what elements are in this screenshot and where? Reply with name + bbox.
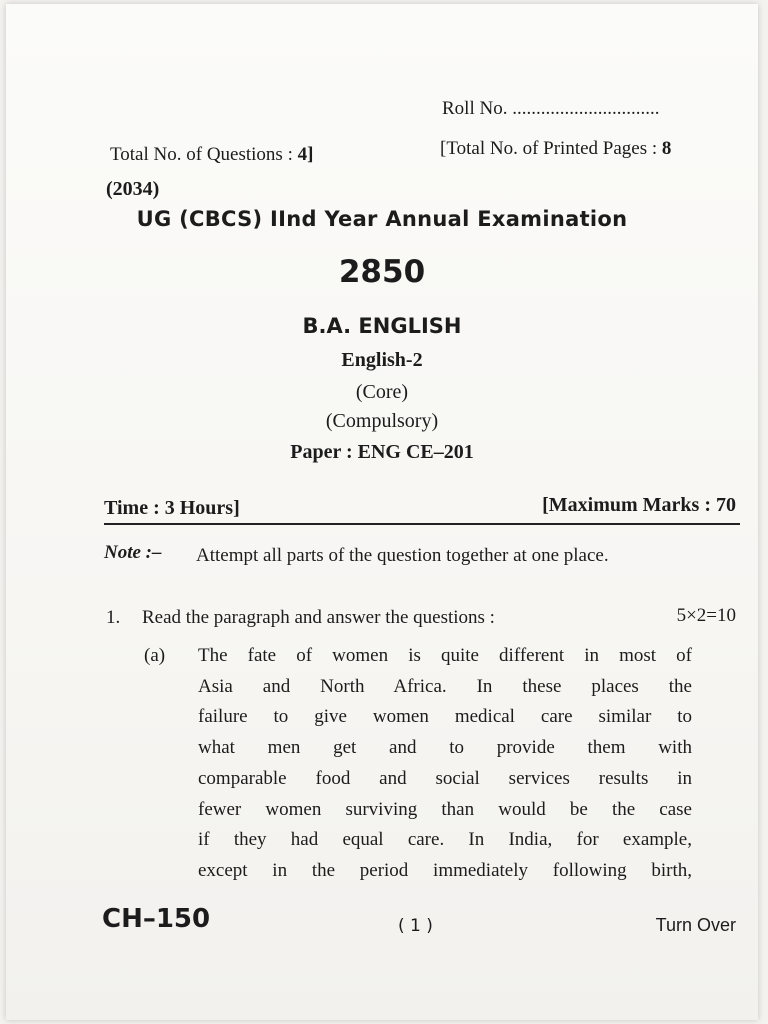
- total-pages-value: 8: [661, 138, 672, 159]
- exam-title: UG (CBCS) IInd Year Annual Examination: [136, 207, 628, 231]
- note-text: Attempt all parts of the question together at one place.: [196, 545, 609, 566]
- passage-line: what men get and to provide them with: [198, 737, 692, 759]
- question-text: Read the paragraph and answer the questions :: [142, 607, 495, 628]
- maximum-marks: [Maximum Marks : 70: [542, 494, 736, 516]
- total-questions: [110, 144, 313, 166]
- category-core: (Core): [355, 381, 409, 403]
- roll-number-field: Roll No. ...............................: [442, 98, 660, 119]
- passage-line: except in the period immediately following birth,: [198, 859, 692, 881]
- total-questions-label: Total No. of Questions :: [110, 144, 298, 165]
- category-compulsory: (Compulsory): [325, 410, 439, 432]
- part-a-label: (a): [144, 645, 166, 666]
- passage-line: if they had equal care. In India, for example,: [198, 829, 692, 851]
- course-name: B.A. ENGLISH: [302, 314, 462, 338]
- subject-name: English-2: [341, 349, 423, 371]
- total-pages: [440, 138, 671, 160]
- header-divider: [104, 523, 740, 525]
- question-number: 1.: [106, 607, 121, 628]
- footer-paper-code: CH–150: [102, 904, 211, 934]
- passage-line: fewer women surviving than would be the case: [198, 798, 692, 820]
- exam-code: (2034): [106, 178, 160, 200]
- time-allowed: Time : 3 Hours]: [104, 497, 240, 519]
- paper-code: Paper : ENG CE–201: [290, 441, 474, 463]
- note-label: Note :–: [104, 542, 162, 563]
- exam-paper-sheet: [6, 4, 758, 1020]
- passage-line: failure to give women medical care similar to: [198, 706, 692, 728]
- passage-line: Asia and North Africa. In these places the: [198, 675, 692, 697]
- page-number: ( 1 ): [398, 916, 433, 936]
- passage-line: comparable food and social services results in: [198, 767, 692, 789]
- passage: [198, 641, 692, 887]
- paper-number: 2850: [338, 254, 426, 290]
- total-pages-label: [Total No. of Printed Pages :: [440, 138, 662, 159]
- question-marks: 5×2=10: [676, 605, 736, 626]
- passage-line: The fate of women is quite different in most of: [198, 645, 692, 666]
- total-questions-value: 4]: [297, 144, 314, 165]
- turn-over-label: Turn Over: [655, 915, 736, 935]
